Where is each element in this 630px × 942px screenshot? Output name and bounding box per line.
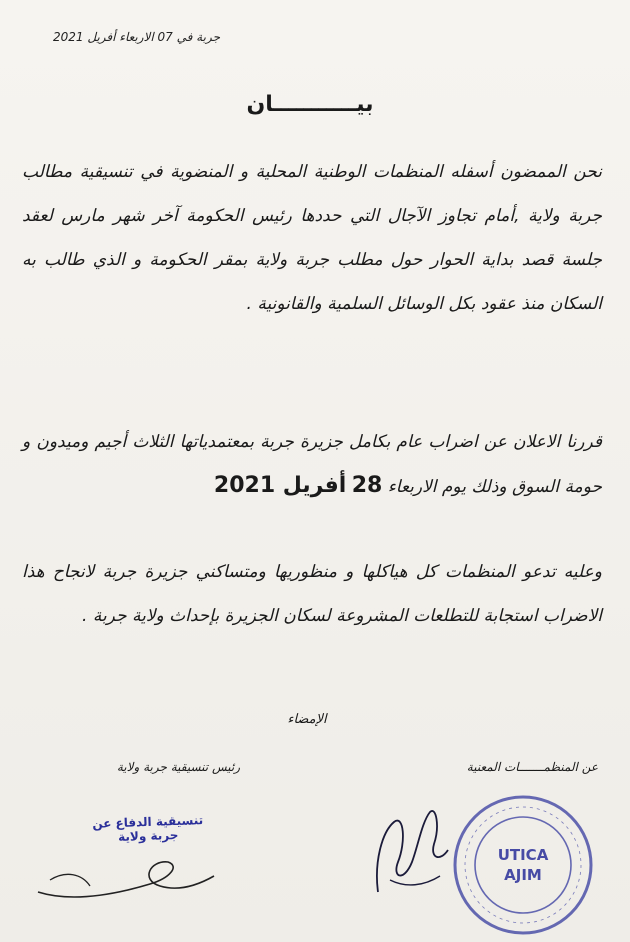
coordination-head-label: رئيس تنسيقية جربة ولاية (116, 760, 240, 774)
strike-day: 28 (351, 473, 383, 498)
seal-text-line-1: UTICA (497, 846, 549, 864)
paragraph-strike (22, 420, 602, 509)
paragraph-intro: نحن الممضون أسفله المنظمات الوطنية المحلية و المنضوية في تنسيقية مطالب جربة ولاية ,أمام تجاوز الآجال التي حددها رئيس الحكومة آخر شهر مارس لعقد جلسة قصد بداية الحوار حول مطلب جربة ولاية بمقر الحكومة و الذي طالب به السكان منذ عقود بكل الوسائل السلمية والقانونية . (22, 162, 602, 314)
signature-label: الإمضاء (287, 712, 327, 727)
paragraph-call: وعليه تدعو المنظمات كل هياكلها و منظوريها ومتساكني جزيرة جربة لانجاح هذا الاضراب استجابة للتطلعات المشروعة لسكان الجزيرة بإحداث ولاية جربة . (22, 562, 602, 626)
seal-text-line-2: AJIM (504, 866, 542, 884)
utica-seal-icon (448, 790, 598, 940)
organizations-label: عن المنظمـــــــات المعنية (466, 760, 598, 774)
document-title: بيـــــــــــان (246, 92, 374, 117)
strike-text: قررنا الاعلان عن اضراب عام بكامل جزيرة جربة بمعتمدياتها الثلاث أجيم وميدون و حومة السوق وذلك يوم الاربعاء (22, 432, 602, 497)
document-date: جربة في 07 الاربعاء أفريل 2021 (53, 30, 220, 44)
coordination-stamp: تنسيقية الدفاع عن جربة ولاية (92, 813, 204, 845)
strike-month-year: أفريل 2021 (213, 473, 347, 498)
coordination-signature-icon (30, 840, 220, 910)
